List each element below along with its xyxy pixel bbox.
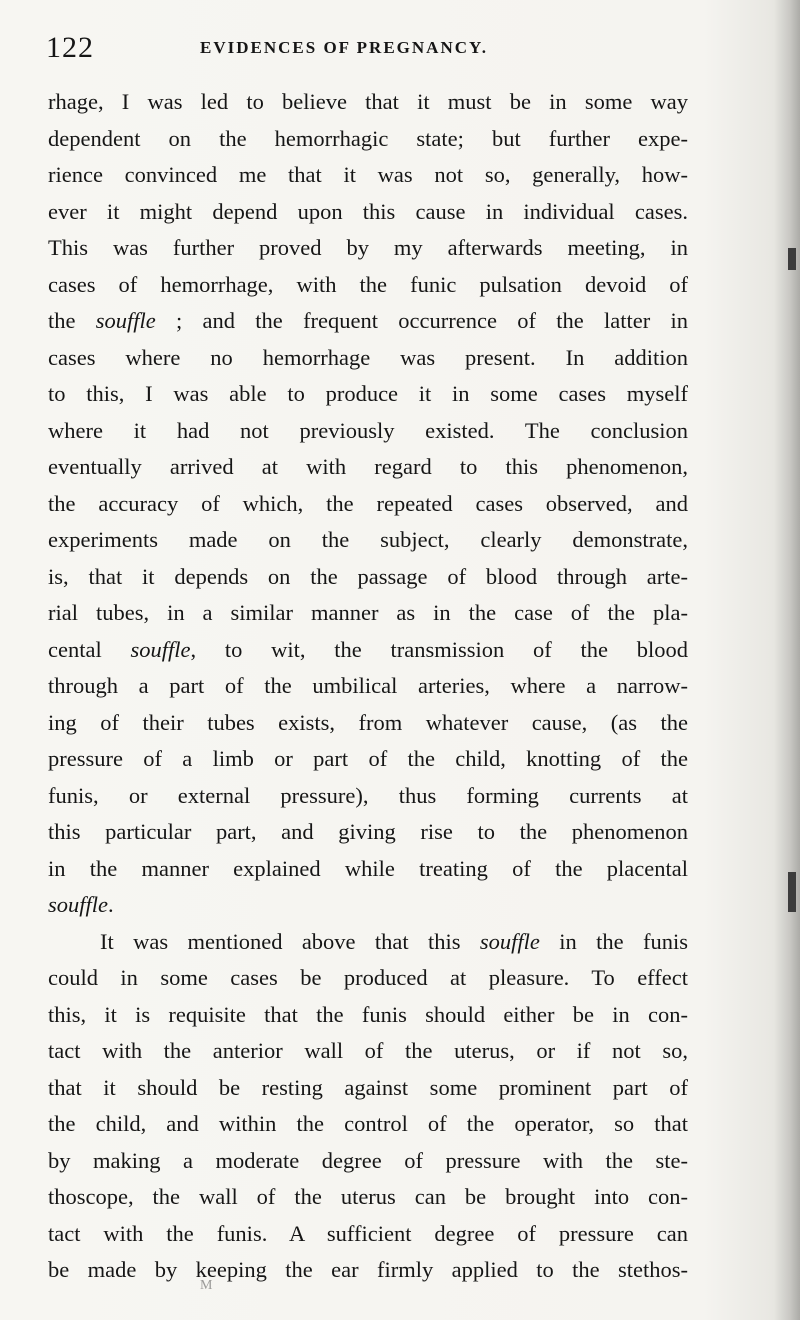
- text-line: this, it is requisite that the funis should either be in con-: [48, 1001, 688, 1027]
- page-number: 122: [46, 31, 94, 64]
- text-line: in the manner explained while treating of the placental: [48, 855, 688, 881]
- page-edge-marks: [784, 0, 796, 1320]
- text-line: through a part of the umbilical arteries, where a narrow-: [48, 673, 688, 698]
- text-line: to this, I was able to produce it in some cases myself: [48, 381, 688, 406]
- text-line: This was further proved by my afterwards meeting, in: [48, 235, 688, 260]
- text-line: the accuracy of which, the repeated cases observed, and: [48, 490, 688, 516]
- running-head: EVIDENCES OF PREGNANCY.: [200, 38, 488, 57]
- text-line: could in some cases be produced at pleasure. To effect: [48, 965, 688, 990]
- text-line: that it should be resting against some prominent part of: [48, 1074, 688, 1100]
- text-line: pressure of a limb or part of the child, knotting of the: [48, 746, 688, 771]
- text-line: ever it might depend upon this cause in individual cases.: [48, 198, 688, 224]
- text-line: be made by keeping the ear firmly applied to the stethos-: [48, 1257, 688, 1282]
- text-line: thoscope, the wall of the uterus can be brought into con-: [48, 1184, 688, 1209]
- text-line: cental souffle, to wit, the transmission of the blood: [48, 636, 688, 662]
- text-line: rial tubes, in a similar manner as in the case of the pla-: [48, 600, 688, 625]
- signature-mark: M: [200, 1278, 213, 1293]
- text-line: rience convinced me that it was not so, generally, how-: [48, 162, 688, 187]
- text-line: the child, and within the control of the operator, so that: [48, 1111, 688, 1136]
- text-line-paragraph-end: souffle.: [48, 892, 114, 917]
- text-line: funis, or external pressure), thus forming currents at: [48, 782, 688, 808]
- text-line: rhage, I was led to believe that it must be in some way: [48, 89, 688, 114]
- text-line-paragraph-start: It was mentioned above that this souffle in the funis: [100, 928, 688, 954]
- text-line: where it had not previously existed. The conclusion: [48, 417, 688, 443]
- text-line: ing of their tubes exists, from whatever cause, (as the: [48, 709, 688, 735]
- text-line: tact with the funis. A sufficient degree of pressure can: [48, 1220, 688, 1246]
- text-line: this particular part, and giving rise to the phenomenon: [48, 819, 688, 844]
- body-text: [48, 84, 688, 1289]
- text-line: by making a moderate degree of pressure with the ste-: [48, 1147, 688, 1173]
- text-line: tact with the anterior wall of the uterus, or if not so,: [48, 1038, 688, 1063]
- text-line: the souffle ; and the frequent occurrence of the latter in: [48, 308, 688, 333]
- text-line: cases of hemorrhage, with the funic pulsation devoid of: [48, 271, 688, 297]
- text-line: cases where no hemorrhage was present. In addition: [48, 344, 688, 370]
- text-line: eventually arrived at with regard to this phenomenon,: [48, 454, 688, 479]
- text-line: experiments made on the subject, clearly demonstrate,: [48, 527, 688, 552]
- text-line: is, that it depends on the passage of blood through arte-: [48, 563, 688, 589]
- text-line: dependent on the hemorrhagic state; but further expe-: [48, 125, 688, 151]
